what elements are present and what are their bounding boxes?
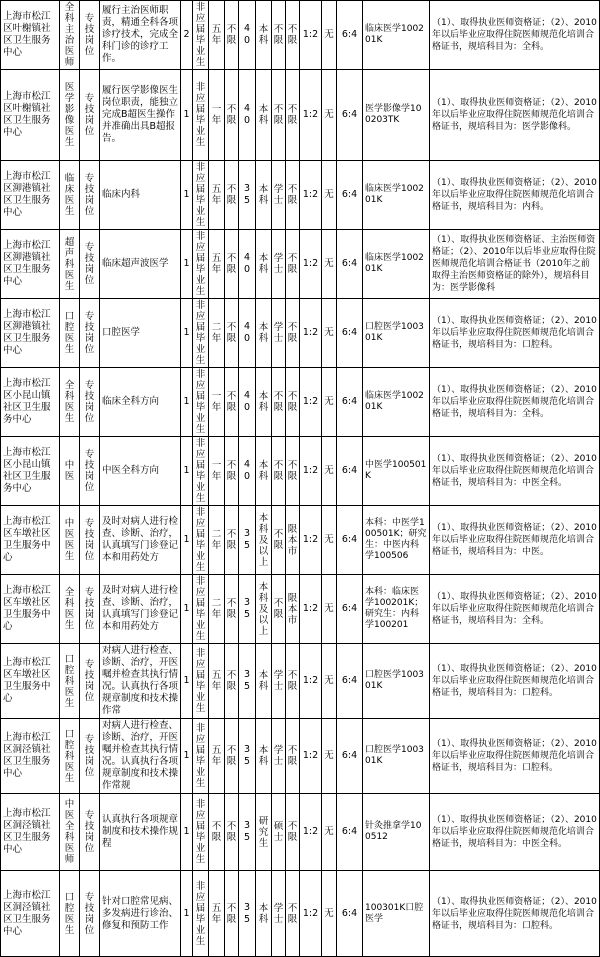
degree-cell: 学士: [272, 299, 286, 368]
category-cell: 专技岗位: [80, 719, 100, 794]
requirements-cell: （1）、取得执业医师资格证；（2）、2010年以后毕业应取得住院医师规范化培训合格证书，规培科目为：口腔科。: [430, 719, 600, 794]
table-row: [1, 719, 600, 794]
unit-cell: 上海市松江区叶榭镇社区卫生服务中心: [1, 70, 60, 161]
age-limit-cell: 40: [239, 368, 256, 437]
degree-cell: 硕士: [272, 794, 286, 871]
requirements-cell: （1）、取得执业医师资格证；（2）、2010年以后毕业应取得住院医师规范化培训合格证书，规培科目为：全科。: [430, 575, 600, 644]
position-cell: 医学影像医生: [60, 70, 80, 161]
age-cell: 不限: [225, 368, 239, 437]
education-cell: 研究生: [256, 794, 272, 871]
experience-cell: 五年: [209, 871, 225, 957]
duty-cell: 对病人进行检查、诊断、治疗，开医嘱并检查其执行情况。认真执行各项规章制度和技术操作常: [100, 644, 181, 719]
experience-cell: 五年: [209, 719, 225, 794]
category-cell: 专技岗位: [80, 644, 100, 719]
source-cell: 非应届毕业生: [193, 230, 209, 299]
age-limit-cell: 35: [239, 794, 256, 871]
age-cell: 不限: [225, 871, 239, 957]
experience-cell: 五年: [209, 644, 225, 719]
exam-weight-cell: 6:4: [337, 506, 363, 575]
table-row: [1, 161, 600, 230]
table-row: [1, 1, 600, 70]
other-cell: 无: [322, 719, 337, 794]
education-cell: 本科: [256, 871, 272, 957]
age-cell: 不限: [225, 719, 239, 794]
household-cell: 限本市: [286, 575, 300, 644]
count-cell: 1: [181, 644, 193, 719]
exam-weight-cell: 6:4: [337, 719, 363, 794]
unit-cell: 上海市松江区泖港镇社区卫生服务中心: [1, 161, 60, 230]
duty-cell: 对病人进行检查、诊断、治疗，开医嘱并检查其执行情况。认真执行各项规章制度和技术操作常规: [100, 719, 181, 794]
count-cell: 1: [181, 299, 193, 368]
category-cell: 专技岗位: [80, 871, 100, 957]
experience-cell: 五年: [209, 230, 225, 299]
experience-cell: 二年: [209, 575, 225, 644]
duty-cell: 口腔医学: [100, 299, 181, 368]
requirements-cell: （1）、取得执业医师资格证；（2）、2010年以后毕业应取得住院医师规范化培训合格证书，规培科目为：内科。: [430, 161, 600, 230]
major-cell: 中医学100501K: [363, 437, 430, 506]
other-cell: 无: [322, 299, 337, 368]
category-cell: 专技岗位: [80, 575, 100, 644]
duty-cell: 针对口腔常见病、多发病进行诊治、修复和预防工作: [100, 871, 181, 957]
category-cell: 专技岗位: [80, 299, 100, 368]
position-cell: 全科主治医师: [60, 1, 80, 70]
household-cell: 不限: [286, 299, 300, 368]
exam-weight-cell: 6:4: [337, 161, 363, 230]
duty-cell: 临床全科方向: [100, 368, 181, 437]
age-limit-cell: 35: [239, 719, 256, 794]
degree-cell: 不限: [272, 70, 286, 161]
exam-weight-cell: 6:4: [337, 1, 363, 70]
age-cell: 不限: [225, 575, 239, 644]
source-cell: 非应届毕业生: [193, 299, 209, 368]
category-cell: 专技岗位: [80, 368, 100, 437]
category-cell: 专技岗位: [80, 70, 100, 161]
age-cell: 不限: [225, 1, 239, 70]
requirements-cell: （1）、取得执业医师资格证；（2）、2010年以后毕业应取得住院医师规范化培训合格证书，规培科目为：医学影像科。: [430, 70, 600, 161]
source-cell: 非应届毕业生: [193, 871, 209, 957]
position-cell: 中医: [60, 437, 80, 506]
education-cell: 本科: [256, 70, 272, 161]
experience-cell: 一年: [209, 437, 225, 506]
age-limit-cell: 40: [239, 70, 256, 161]
education-cell: 本科及以上: [256, 575, 272, 644]
exam-weight-cell: 6:4: [337, 644, 363, 719]
exam-weight-cell: 6:4: [337, 230, 363, 299]
age-cell: 不限: [225, 644, 239, 719]
source-cell: 非应届毕业生: [193, 506, 209, 575]
other-cell: 无: [322, 644, 337, 719]
count-cell: 1: [181, 871, 193, 957]
degree-cell: 学士: [272, 719, 286, 794]
table-row: [1, 871, 600, 957]
exam-weight-cell: 6:4: [337, 368, 363, 437]
age-limit-cell: 40: [239, 437, 256, 506]
exam-weight-cell: 6:4: [337, 299, 363, 368]
other-cell: 无: [322, 161, 337, 230]
requirements-cell: （1）、取得执业医师资格证；（2）、2010年以后毕业应取得住院医师规范化培训合格证书，规培科目为：全科。: [430, 1, 600, 70]
age-cell: 不限: [225, 506, 239, 575]
position-cell: 口腔医生: [60, 299, 80, 368]
major-cell: 针灸推拿学100512: [363, 794, 430, 871]
age-cell: 不限: [225, 299, 239, 368]
exam-weight-cell: 6:4: [337, 437, 363, 506]
other-cell: 无: [322, 794, 337, 871]
household-cell: 不限: [286, 1, 300, 70]
unit-cell: 上海市松江区小昆山镇社区卫生服务中心: [1, 437, 60, 506]
table-row: [1, 230, 600, 299]
position-cell: 中医医生: [60, 506, 80, 575]
count-cell: 1: [181, 506, 193, 575]
experience-cell: 一年: [209, 368, 225, 437]
duty-cell: 履行主治医师职责，精通全科各项诊疗技术，完成全科门诊的诊疗工作。: [100, 1, 181, 70]
duty-cell: 履行医学影像医生岗位职责，能独立完成B超医生操作并准确出具B超报告。: [100, 70, 181, 161]
major-cell: 医学影像学100203TK: [363, 70, 430, 161]
household-cell: 不限: [286, 644, 300, 719]
duty-cell: 临床超声波医学: [100, 230, 181, 299]
age-limit-cell: 40: [239, 1, 256, 70]
unit-cell: 上海市松江区洞泾镇社区卫生服务中心: [1, 719, 60, 794]
other-cell: 无: [322, 1, 337, 70]
count-cell: 1: [181, 794, 193, 871]
degree-cell: 学士: [272, 161, 286, 230]
household-cell: 不限: [286, 368, 300, 437]
other-cell: 无: [322, 368, 337, 437]
position-cell: 中医全科医师: [60, 794, 80, 871]
experience-cell: 二年: [209, 506, 225, 575]
category-cell: 专技岗位: [80, 1, 100, 70]
duty-cell: 临床内科: [100, 161, 181, 230]
duty-cell: 认真执行各项规章制度和技术操作规程: [100, 794, 181, 871]
age-limit-cell: 35: [239, 161, 256, 230]
unit-cell: 上海市松江区洞泾镇社区卫生服务中心: [1, 794, 60, 871]
source-cell: 非应届毕业生: [193, 161, 209, 230]
degree-cell: 不限: [272, 437, 286, 506]
unit-cell: 上海市松江区叶榭镇社区卫生服务中心: [1, 1, 60, 70]
table-row: [1, 644, 600, 719]
exam-weight-cell: 6:4: [337, 70, 363, 161]
degree-cell: 学士: [272, 230, 286, 299]
household-cell: 不限: [286, 437, 300, 506]
category-cell: 专技岗位: [80, 230, 100, 299]
major-cell: 本科：临床医学100201K；研究生：内科学100201: [363, 575, 430, 644]
age-cell: 不限: [225, 161, 239, 230]
education-cell: 本科: [256, 368, 272, 437]
count-cell: 1: [181, 70, 193, 161]
other-cell: 无: [322, 70, 337, 161]
source-cell: 非应届毕业生: [193, 437, 209, 506]
position-cell: 临床医生: [60, 161, 80, 230]
degree-cell: 不限: [272, 506, 286, 575]
age-limit-cell: 40: [239, 299, 256, 368]
category-cell: 专技岗位: [80, 161, 100, 230]
position-cell: 口腔科医生: [60, 644, 80, 719]
position-cell: 全科医生: [60, 368, 80, 437]
source-cell: 非应届毕业生: [193, 70, 209, 161]
ratio-cell: 1:2: [300, 437, 322, 506]
table-row: [1, 794, 600, 871]
experience-cell: 五年: [209, 1, 225, 70]
major-cell: 口腔医学100301K: [363, 644, 430, 719]
major-cell: 临床医学100201K: [363, 1, 430, 70]
degree-cell: 学士: [272, 871, 286, 957]
other-cell: 无: [322, 871, 337, 957]
age-cell: 不限: [225, 230, 239, 299]
education-cell: 本科: [256, 161, 272, 230]
major-cell: 临床医学100201K: [363, 368, 430, 437]
position-cell: 全科医生: [60, 575, 80, 644]
exam-weight-cell: 6:4: [337, 794, 363, 871]
requirements-cell: （1）、取得执业医师资格证；（2）、2010年以后毕业应取得住院医师规范化培训合格证书，规培科目为：中医全科。: [430, 794, 600, 871]
source-cell: 非应届毕业生: [193, 719, 209, 794]
ratio-cell: 1:2: [300, 161, 322, 230]
other-cell: 无: [322, 230, 337, 299]
age-cell: 不限: [225, 70, 239, 161]
experience-cell: 二年: [209, 299, 225, 368]
household-cell: 不限: [286, 230, 300, 299]
position-cell: 口腔医生: [60, 871, 80, 957]
ratio-cell: 1:2: [300, 506, 322, 575]
table-row: [1, 299, 600, 368]
table-row: [1, 575, 600, 644]
requirements-cell: （1）、取得执业医师资格证；（2）、2010年以后毕业应取得住院医师规范化培训合格证书，规培科目为：口腔科。: [430, 299, 600, 368]
other-cell: 无: [322, 575, 337, 644]
ratio-cell: 1:2: [300, 719, 322, 794]
requirements-cell: （1）、取得执业医师资格证；（2）、2010年以后毕业应取得住院医师规范化培训合格证书，规培科目为：口腔科。: [430, 871, 600, 957]
position-cell: 口腔科医生: [60, 719, 80, 794]
ratio-cell: 1:2: [300, 644, 322, 719]
unit-cell: 上海市松江区泖港镇社区卫生服务中心: [1, 230, 60, 299]
education-cell: 本科: [256, 230, 272, 299]
education-cell: 本科: [256, 299, 272, 368]
category-cell: 专技岗位: [80, 794, 100, 871]
education-cell: 本科: [256, 719, 272, 794]
category-cell: 专技岗位: [80, 437, 100, 506]
unit-cell: 上海市松江区洞泾镇社区卫生服务中心: [1, 871, 60, 957]
requirements-cell: （1）、取得执业医师资格证；（2）、2010年以后毕业应取得住院医师规范化培训合格证书，规培科目为：中医。: [430, 506, 600, 575]
ratio-cell: 1:2: [300, 794, 322, 871]
major-cell: 临床医学100201K: [363, 230, 430, 299]
unit-cell: 上海市松江区小昆山镇社区卫生服务中心: [1, 368, 60, 437]
other-cell: 无: [322, 437, 337, 506]
source-cell: 非应届毕业生: [193, 368, 209, 437]
count-cell: 1: [181, 575, 193, 644]
household-cell: 不限: [286, 794, 300, 871]
education-cell: 本科: [256, 437, 272, 506]
ratio-cell: 1:2: [300, 230, 322, 299]
requirements-cell: （1）、取得执业医师资格证；（2）、2010年以后毕业应取得住院医师规范化培训合格证书，规培科目为：口腔科。: [430, 644, 600, 719]
source-cell: 非应届毕业生: [193, 794, 209, 871]
requirements-cell: （1）、取得执业医师资格证；（2）、2010年以后毕业应取得住院医师规范化培训合格证书，规培科目为：全科。: [430, 368, 600, 437]
education-cell: 本科: [256, 644, 272, 719]
education-cell: 本科: [256, 1, 272, 70]
ratio-cell: 1:2: [300, 299, 322, 368]
ratio-cell: 1:2: [300, 1, 322, 70]
source-cell: 非应届毕业生: [193, 644, 209, 719]
unit-cell: 上海市松江区泖港镇社区卫生服务中心: [1, 299, 60, 368]
duty-cell: 及时对病人进行检查、诊断、治疗，认真填写门诊登记本和用药处方: [100, 506, 181, 575]
age-cell: 不限: [225, 437, 239, 506]
experience-cell: 五年: [209, 161, 225, 230]
household-cell: 不限: [286, 161, 300, 230]
household-cell: 不限: [286, 719, 300, 794]
ratio-cell: 1:2: [300, 368, 322, 437]
unit-cell: 上海市松江区车墩社区卫生服务中心: [1, 575, 60, 644]
duty-cell: 及时对病人进行检查、诊断、治疗，认真填写门诊登记本和用药处方: [100, 575, 181, 644]
age-limit-cell: 35: [239, 871, 256, 957]
count-cell: 1: [181, 437, 193, 506]
table-row: [1, 506, 600, 575]
unit-cell: 上海市松江区车墩社区卫生服务中心: [1, 644, 60, 719]
ratio-cell: 1:2: [300, 871, 322, 957]
ratio-cell: 1:2: [300, 70, 322, 161]
category-cell: 专技岗位: [80, 506, 100, 575]
age-limit-cell: 40: [239, 230, 256, 299]
exam-weight-cell: 6:4: [337, 871, 363, 957]
unit-cell: 上海市松江区车墩社区卫生服务中心: [1, 506, 60, 575]
household-cell: 限本市: [286, 506, 300, 575]
count-cell: 1: [181, 368, 193, 437]
position-cell: 超声科医生: [60, 230, 80, 299]
requirements-cell: （1）、取得执业医师资格证、主治医师资格证；（2）、2010年以后毕业应取得住院医师规范化培训合格证书（2010年之前取得主治医师资格证的除外），规培科目为：医学影像科: [430, 230, 600, 299]
table-row: [1, 437, 600, 506]
major-cell: 100301K口腔医学: [363, 871, 430, 957]
degree-cell: 学士: [272, 644, 286, 719]
experience-cell: 一年: [209, 70, 225, 161]
exam-weight-cell: 6:4: [337, 575, 363, 644]
household-cell: 不限: [286, 871, 300, 957]
age-limit-cell: 35: [239, 575, 256, 644]
major-cell: 口腔医学100301K: [363, 719, 430, 794]
count-cell: 1: [181, 161, 193, 230]
degree-cell: 不限: [272, 1, 286, 70]
count-cell: 1: [181, 230, 193, 299]
count-cell: 1: [181, 719, 193, 794]
education-cell: 本科及以上: [256, 506, 272, 575]
degree-cell: 不限: [272, 368, 286, 437]
table-body: [1, 1, 600, 957]
major-cell: 临床医学100201K: [363, 161, 430, 230]
age-limit-cell: 35: [239, 506, 256, 575]
source-cell: 非应届毕业生: [193, 575, 209, 644]
age-cell: 不限: [225, 794, 239, 871]
source-cell: 非应届毕业生: [193, 1, 209, 70]
other-cell: 无: [322, 506, 337, 575]
requirements-cell: （1）、取得执业医师资格证；（2）、2010年以后毕业应取得住院医师规范化培训合格证书，规培科目为：中医全科。: [430, 437, 600, 506]
major-cell: 口腔医学100301K: [363, 299, 430, 368]
ratio-cell: 1:2: [300, 575, 322, 644]
experience-cell: 不限: [209, 794, 225, 871]
degree-cell: 不限: [272, 575, 286, 644]
table-row: [1, 368, 600, 437]
household-cell: 不限: [286, 70, 300, 161]
table-row: [1, 70, 600, 161]
count-cell: 2: [181, 1, 193, 70]
major-cell: 本科：中医学100501K；研究生：中医内科学100506: [363, 506, 430, 575]
age-limit-cell: 35: [239, 644, 256, 719]
duty-cell: 中医全科方向: [100, 437, 181, 506]
